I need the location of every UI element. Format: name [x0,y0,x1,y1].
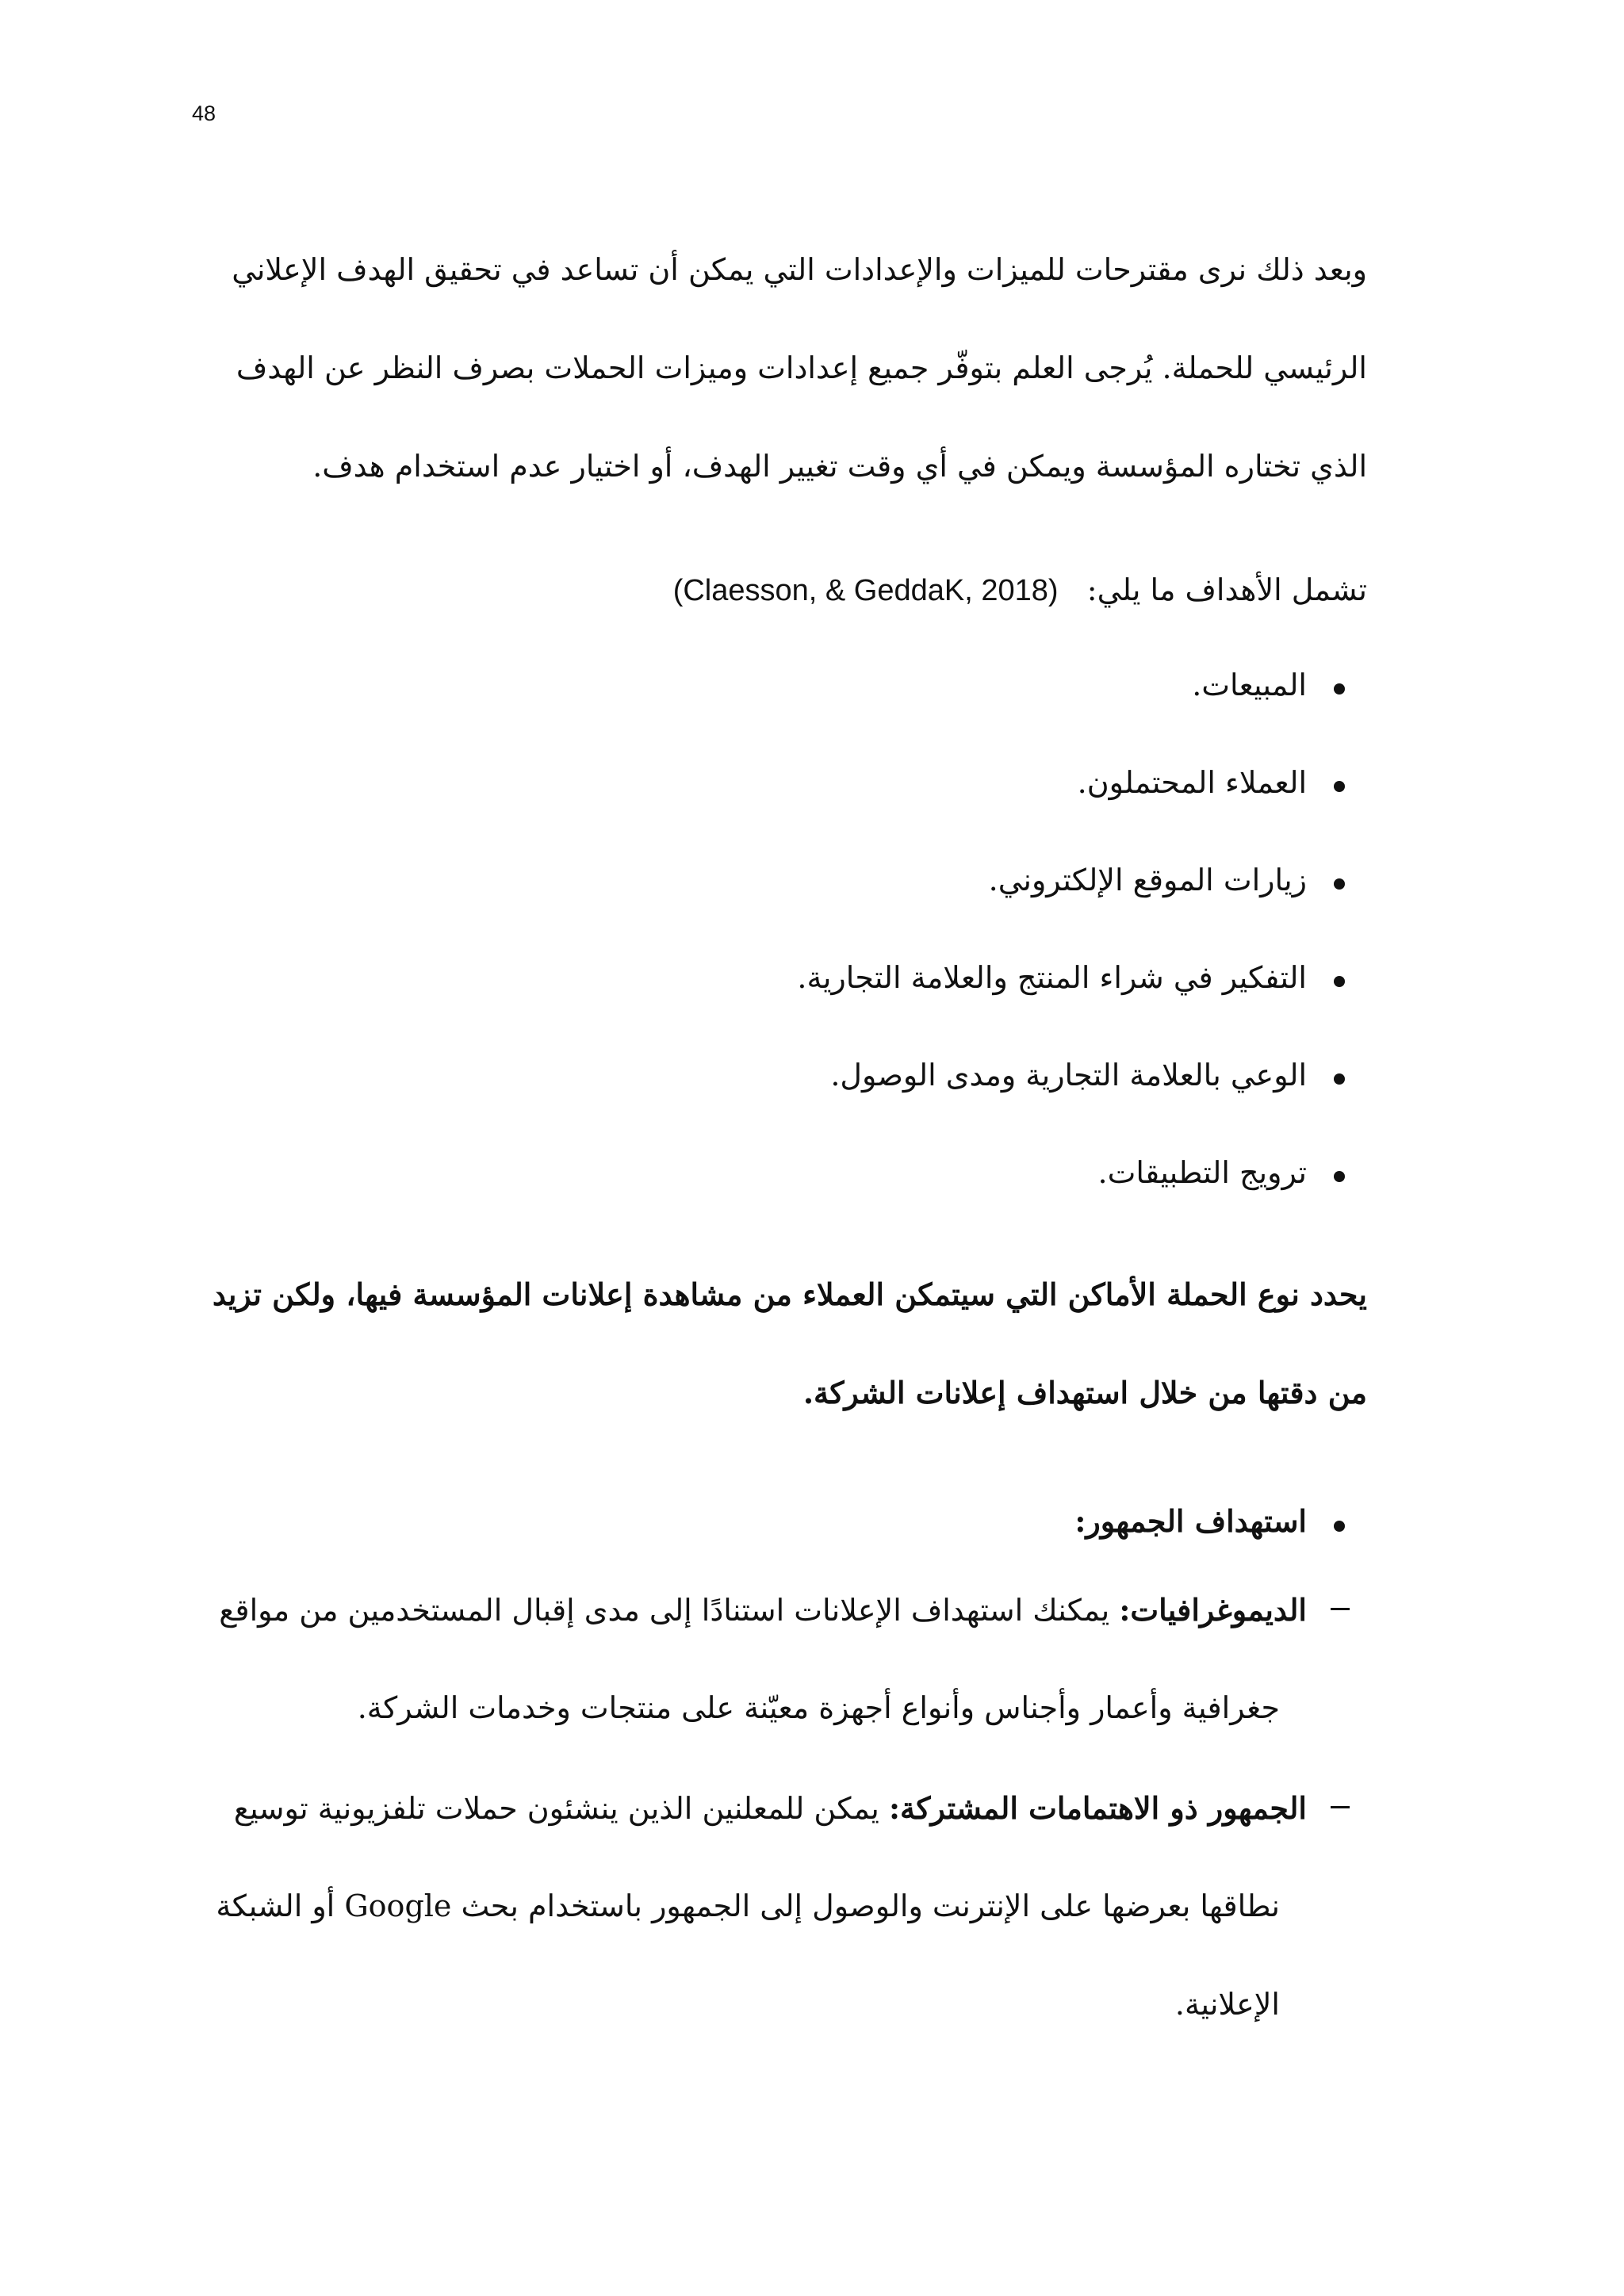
bullet-dot-icon [1334,1171,1345,1182]
shared-interests-text: يمكن للمعلنين الذين ينشئون حملات تلفزيونية توسيع [233,1791,879,1826]
bullet-dot-icon [1334,683,1345,695]
bullet-dot-icon [1334,781,1345,792]
goals-intro [673,572,1367,608]
goals-intro-text: تشمل الأهداف ما يلي: [1086,572,1367,607]
campaign-type-line-1: يحدد نوع الحملة الأماكن التي سيتمكن العملاء من مشاهدة إعلانات المؤسسة فيها، ولكن تزيد [212,1276,1367,1312]
intro-line-2: الرئيسي للحملة. يُرجى العلم بتوفّر جميع إعدادات وميزات الحملات بصرف النظر عن الهدف [236,350,1367,385]
page-number: 48 [192,101,216,125]
goal-item-label: التفكير في شراء المنتج والعلامة التجارية. [797,960,1307,995]
bullet-dot-icon [1334,1521,1345,1532]
shared-interests-term: الجمهور ذو الاهتمامات المشتركة: [888,1790,1307,1826]
goals-citation: (Claesson, & GeddaK, 2018) [672,574,1059,607]
demographics-line-2: جغرافية وأعمار وأجناس وأنواع أجهزة معيّنة على منتجات وخدمات الشركة. [357,1690,1280,1725]
shared-interests-line-3: الإعلانية. [1174,1987,1280,2022]
demographics-line-1 [219,1592,1307,1628]
goal-item-label: زيارات الموقع الإلكتروني. [988,863,1307,897]
dash-icon [1331,1806,1350,1808]
intro-line-3: الذي تختاره المؤسسة ويمكن في أي وقت تغيير الهدف، أو اختيار عدم استخدام هدف. [312,449,1367,484]
bullet-dot-icon [1334,976,1345,987]
shared-interests-line-1 [234,1790,1307,1826]
demographics-term: الديموغرافيات: [1119,1592,1307,1628]
goal-item-label: ترويج التطبيقات. [1097,1155,1307,1190]
goal-item-label: الوعي بالعلامة التجارية ومدى الوصول. [830,1058,1307,1093]
campaign-type-line-2: من دقتها من خلال استهداف إعلانات الشركة. [802,1375,1367,1410]
audience-heading: استهداف الجمهور: [1074,1503,1307,1539]
shared-interests-line-2: نطاقها بعرضها على الإنترنت والوصول إلى الجمهور باستخدام بحث Google أو الشبكة [216,1888,1280,1923]
bullet-dot-icon [1334,878,1345,890]
bullet-dot-icon [1334,1073,1345,1085]
intro-line-1: وبعد ذلك نرى مقترحات للميزات والإعدادات التي يمكن أن تساعد في تحقيق الهدف الإعلاني [232,252,1367,287]
dash-icon [1331,1608,1350,1610]
demographics-text: يمكنك استهداف الإعلانات استنادًا إلى مدى إقبال المستخدمين من مواقع [219,1593,1110,1628]
goal-item-label: العملاء المحتملون. [1077,765,1307,800]
goal-item-label: المبيعات. [1192,668,1307,702]
